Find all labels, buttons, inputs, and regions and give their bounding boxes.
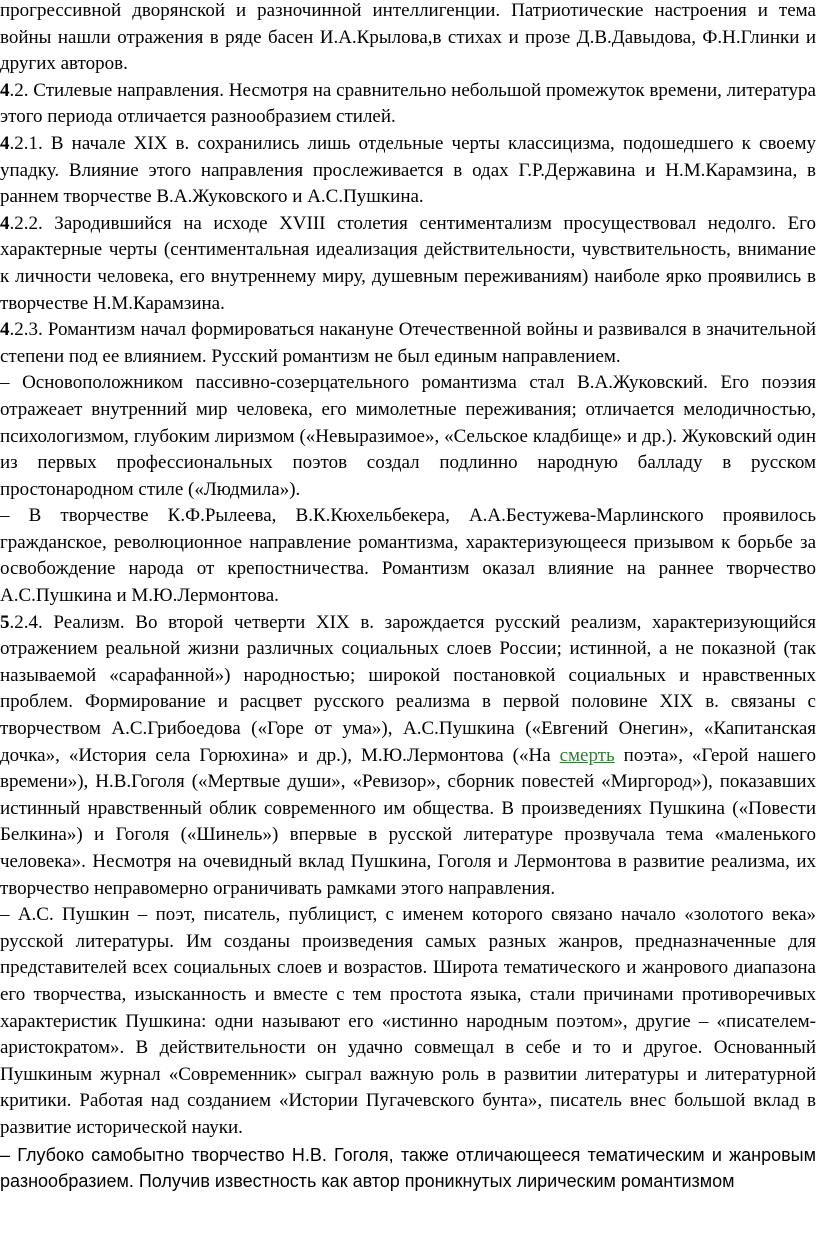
paragraph-zhukovsky (0, 370, 816, 503)
paragraph-civic-romanticism (0, 503, 816, 609)
paragraph-number: 4 (0, 132, 10, 154)
paragraph-text: .2.4. Реализм. Во второй четверти XIX в. зарождается русский реализм, характеризующийся отражением реальной жизни различных социальных слоев России; истинной, а не показной (так называемой «сарафанной») народностью; широкой постановкой социальных и нравственных проблем. Формирование и расцвет русского реализма в первой половине XIX в. связаны с творчеством А.С.Грибоедова («Горе от ума»), А.С.Пушкина («Евгений Онегин», «Капитанская дочка», «История села Горюхина» и др.), М.Ю.Лермонтова («На (0, 611, 816, 766)
paragraph-realism (0, 610, 816, 903)
paragraph-number: 4 (0, 79, 10, 101)
paragraph-styles (0, 78, 816, 131)
smert-link[interactable]: смерть (559, 744, 615, 766)
paragraph-text: прогрессивной дворянской и разночинной интеллигенции. Патриотические настроения и тема войны нашли отражения в ряде басен И.А.Крылова,в стихах и прозе Д.В.Давыдова, Ф.Н.Глинки и других авторов. (0, 0, 816, 75)
paragraph-gogol: – Глубоко самобытно творчество Н.В. Гоголя, также отличающееся тематическим и жанровым разнообразием. Получив известность как автор проникнутых лирическим романтизмом (0, 1142, 816, 1195)
paragraph-intro (0, 0, 816, 78)
paragraph-number: 4 (0, 319, 10, 341)
paragraph-text-continued: поэта», «Герой нашего времени»), Н.В.Гоголя («Мертвые души», «Ревизор», сборник повестей «Миргород»), показавших истинный нравственный облик современного им общества. В произведениях Пушкина («Повести Белкина») и Гоголя («Шинель») впервые в русской литературе прозвучала тема «маленького человека». Несмотря на очевидный вклад Пушкина, Гоголя и Лермонтова в развитие реализма, их творчество неправомерно ограничивать рамками этого направления. (0, 744, 816, 899)
paragraph-romanticism (0, 317, 816, 370)
paragraph-text: .2.2. Зародившийся на исходе XVIII столетия сентиментализм просуществовал недолго. Его характерные черты (сентиментальная идеализация действительности, чувствительность, внимание к личности человека, его внутреннему миру, душевным переживаниям) наиболе ярко проявились в творчестве Н.М.Карамзина. (0, 212, 816, 314)
paragraph-text: – Основоположником пассивно-созерцательного романтизма стал В.А.Жуковский. Его поэзия отражеает внутренний мир человека, его мимолетные переживания; отличается мелодичностью, психологизмом, глубоким лиризмом («Невыразимое», «Сельское кладбище» и др.). Жуковский один из первых профессиональных поэтов создал подлинно народную балладу в русском простонародном стиле («Людмила»). (0, 372, 816, 500)
paragraph-text: .2. Стилевые направления. Несмотря на сравнительно небольшой промежуток времени, литература этого периода отличается разнообразием стилей. (0, 79, 816, 128)
paragraph-sentimentalism (0, 211, 816, 317)
paragraph-number: 5 (0, 611, 10, 633)
paragraph-number: 4 (0, 212, 10, 234)
paragraph-text: – В творчестве К.Ф.Рылеева, В.К.Кюхельбекера, А.А.Бестужева-Марлинского проявилось гражданское, революционное направление романтизма, характеризующееся призывом к борьбе за освобождение народа от крепостничества. Романтизм оказал влияние на раннее творчество А.С.Пушкина и М.Ю.Лермонтова. (0, 505, 816, 607)
paragraph-pushkin: – А.С. Пушкин – поэт, писатель, публицист, с именем которого связано начало «золотого века» русской литературы. Им созданы произведения самых разных жанров, предназначенные для представителей всех социальных слоев и возрастов. Широта тематического и жанрового диапазона его творчества, изысканность и вместе с тем простота языка, стали причинами противоречивых характеристик Пушкина: одни называют его «истинно народным поэтом», другие – «писателем-аристократом». В действительности он удачно совмещал в себе и то и другое. Основанный Пушкиным журнал «Современник» сыграл важную роль в развитии литературы и литературной критики. Работая над созданием «Истории Пугачевского бунта», писатель внес большой вклад в развитие исторической науки. (0, 904, 816, 1138)
paragraph-classicism (0, 131, 816, 211)
paragraph-text: .2.3. Романтизм начал формироваться накануне Отечественной войны и развивался в значительной степени под ее влиянием. Русский романтизм не был единым направлением. (0, 319, 816, 367)
paragraph-text: .2.1. В начале XIX в. сохранились лишь отдельные черты классицизма, подошедшего к своему упадку. Влияние этого направления прослеживается в одах Г.Р.Державина и Н.М.Карамзина, в раннем творчестве В.А.Жуковского и А.С.Пушкина. (0, 132, 816, 208)
